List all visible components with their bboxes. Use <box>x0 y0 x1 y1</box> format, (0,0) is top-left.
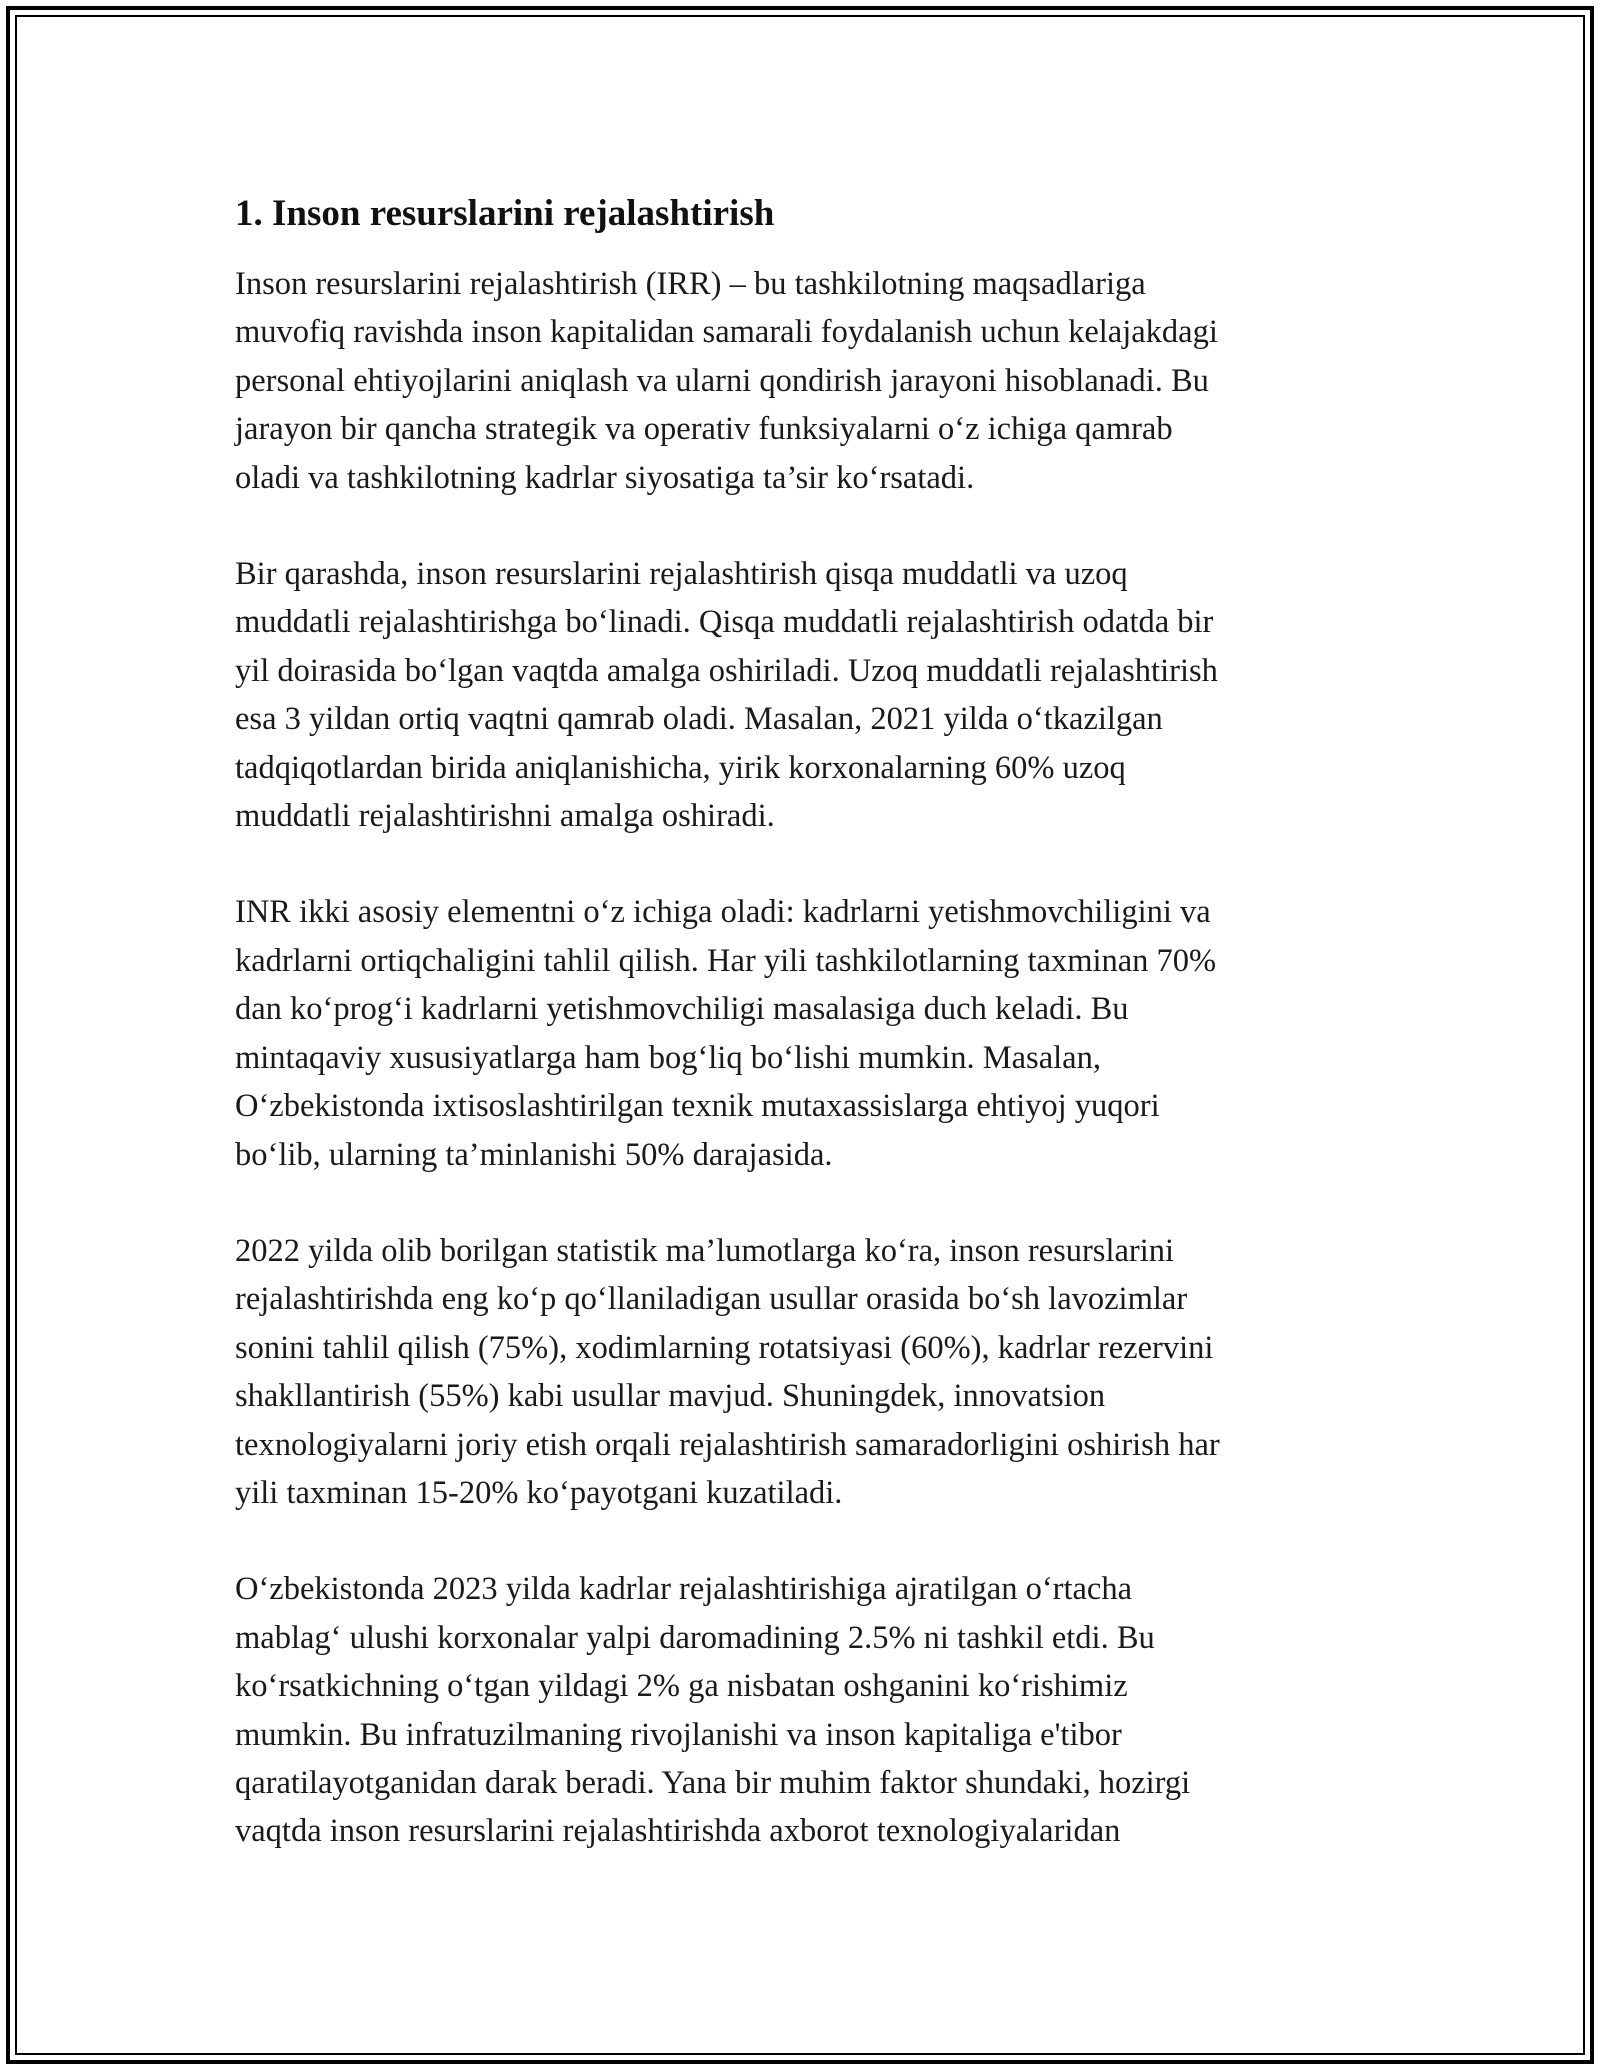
paragraph-5: O‘zbekistonda 2023 yilda kadrlar rejalashtirishiga ajratilgan o‘rtacha mablag‘ ulushi korxonalar yalpi daromadining 2.5% ni tashkil etdi. Bu ko‘rsatkichning o‘tgan yildagi 2% ga nisbatan oshganini ko‘rishimiz mumkin. Bu infratuzilmaning rivojlanishi va inson kapitaliga e'tibor qaratilayotganidan darak beradi. Yana bir muhim faktor shundaki, hozirgi vaqtda inson resurslarini rejalashtirishda axborot texnologiyalaridan <box>235 1571 1191 1850</box>
document-body <box>235 188 1355 1904</box>
paragraph-1: Inson resurslarini rejalashtirish (IRR) – bu tashkilotning maqsadlariga muvofiq ravishda inson kapitalidan samarali foydalanish uchun kelajakdagi personal ehtiyojlarini aniqlash va ularni qondirish jarayoni hisoblanadi. Bu jarayon bir qancha strategik va operativ funksiyalarni o‘z ichiga qamrab oladi va tashkilotning kadrlar siyosatiga ta’sir ko‘rsatadi. <box>235 266 1218 496</box>
paragraph-4: 2022 yilda olib borilgan statistik ma’lumotlarga ko‘ra, inson resurslarini rejalashtirishda eng ko‘p qo‘llaniladigan usullar orasida bo‘sh lavozimlar sonini tahlil qilish (75%), xodimlarning rotatsiyasi (60%), kadrlar rezervini shakllantirish (55%) kabi usullar mavjud. Shuningdek, innovatsion texnologiyalarni joriy etish orqali rejalashtirish samaradorligini oshirish har yili taxminan 15-20% ko‘payotgani kuzatiladi. <box>235 1232 1220 1511</box>
paragraph-3: INR ikki asosiy elementni o‘z ichiga oladi: kadrlarni yetishmovchiligini va kadrlarni ortiqchaligini tahlil qilish. Har yili tashkilotlarning taxminan 70% dan ko‘prog‘i kadrlarni yetishmovchiligi masalasiga duch keladi. Bu mintaqaviy xususiyatlarga ham bog‘liq bo‘lishi mumkin. Masalan, O‘zbekistonda ixtisoslashtirilgan texnik mutaxassislarga ehtiyoj yuqori bo‘lib, ularning ta’minlanishi 50% darajasida. <box>235 894 1217 1173</box>
section-heading: 1. Inson resurslarini rejalashtirish <box>235 193 775 234</box>
paragraph-2: Bir qarashda, inson resurslarini rejalashtirish qisqa muddatli va uzoq muddatli rejalashtirishga bo‘linadi. Qisqa muddatli rejalashtirish odatda bir yil doirasida bo‘lgan vaqtda amalga oshiriladi. Uzoq muddatli rejalashtirish esa 3 yildan ortiq vaqtni qamrab oladi. Masalan, 2021 yilda o‘tkazilgan tadqiqotlardan birida aniqlanishicha, yirik korxonalarning 60% uzoq muddatli rejalashtirishni amalga oshiradi. <box>235 556 1218 835</box>
